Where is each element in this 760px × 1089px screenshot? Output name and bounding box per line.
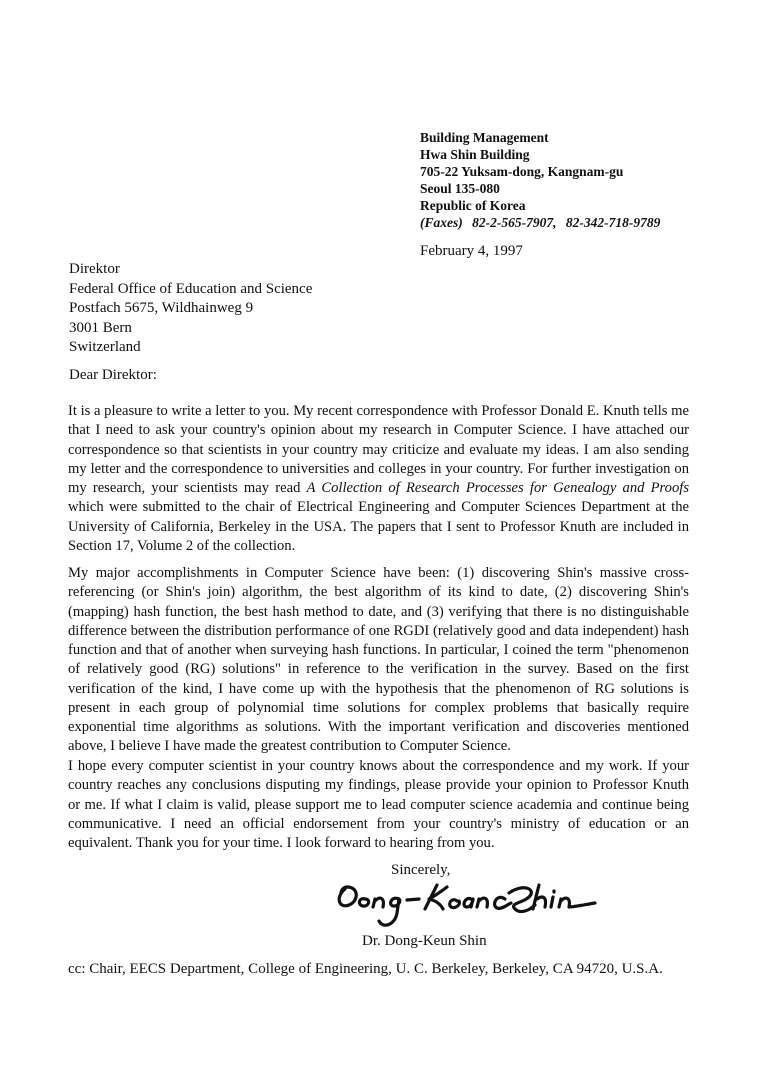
sender-line: Republic of Korea <box>420 198 526 213</box>
recipient-line: Direktor <box>69 261 120 277</box>
paragraph-1-text-start: It is a pleasure to write a letter to you. My recent correspondence with Professor Donald E. Knuth tells me that I need to ask your country's opinion about my research in Computer Science. I have attached our correspondence so that scientists in your country may criticize and evaluate my ideas. I am also sending my letter and the correspondence to universities and colleges in your country. For further investigation on my research, your scientists may read <box>68 403 689 496</box>
recipient-line: Switzerland <box>69 339 141 355</box>
sender-line: Building Management <box>420 130 549 145</box>
paragraph-1-text-end: which were submitted to the chair of Electrical Engineering and Computer Sciences Department at the University of California, Berkeley in the USA. The papers that I sent to Professor Knuth are included in Section 17, Volume 2 of the collection. <box>68 499 689 554</box>
recipient-address-block <box>69 260 312 358</box>
sender-line: 705-22 Yuksam-dong, Kangnam-gu <box>420 164 624 179</box>
fax-number-1: 82-2-565-7907, <box>472 215 557 230</box>
letter-date: February 4, 1997 <box>420 243 523 259</box>
signer-name: Dr. Dong-Keun Shin <box>362 933 487 949</box>
salutation: Dear Direktor: <box>69 367 157 383</box>
body-paragraph-3: I hope every computer scientist in your country knows about the correspondence and my work. If your country reaches any conclusions disputing my findings, please provide your opinion to Professor Knuth or me. If what I claim is valid, please support me to lead computer science academia and continue being communicative. I need an official endorsement from your country's ministry of education or an equivalent. Thank you for your time. I look forward to hearing from you. <box>68 758 689 851</box>
fax-number-2: 82-342-718-9789 <box>565 215 661 230</box>
recipient-line: 3001 Bern <box>69 319 132 336</box>
body-paragraph-2: My major accomplishments in Computer Science have been: (1) discovering Shin's massive cross-referencing (or Shin's join) algorithm, the best algorithm of its kind to date, (2) discovering Shin's (mapping) hash function, the best hash method to date, and (3) verifying that there is no distinguishable difference between the distribution performance of one RGDI (relatively good and data independent) hash function and that of another when surveying hash functions. In particular, I coined the term "phenomenon of relatively good (RG) solutions" in reference to the verification in the survey. Based on the first verification of the kind, I have come up with the hypothesis that the phenomenon of RG solutions is present in each group of polynomial time solutions for complex problems that basically require exponential time algorithms as solutions. With the important verification and discoveries mentioned above, I believe I have made the greatest contribution to Computer Science. <box>68 565 689 755</box>
closing: Sincerely, <box>391 862 451 878</box>
publication-title: A Collection of Research Processes for Genealogy and Proofs <box>306 480 689 496</box>
recipient-line: Postfach 5675, Wildhainweg 9 <box>69 300 254 316</box>
recipient-line: Federal Office of Education and Science <box>69 280 313 297</box>
sender-address-block <box>420 129 666 231</box>
body-paragraph-1 <box>68 402 689 556</box>
sender-fax-line <box>420 214 666 231</box>
sender-line: Hwa Shin Building <box>420 147 530 162</box>
fax-label: (Faxes) <box>420 215 463 230</box>
sender-line: Seoul 135-080 <box>420 181 500 196</box>
carbon-copy-line: cc: Chair, EECS Department, College of Engineering, U. C. Berkeley, Berkeley, CA 94720, U.S.A. <box>68 961 663 977</box>
handwritten-signature <box>333 875 603 937</box>
